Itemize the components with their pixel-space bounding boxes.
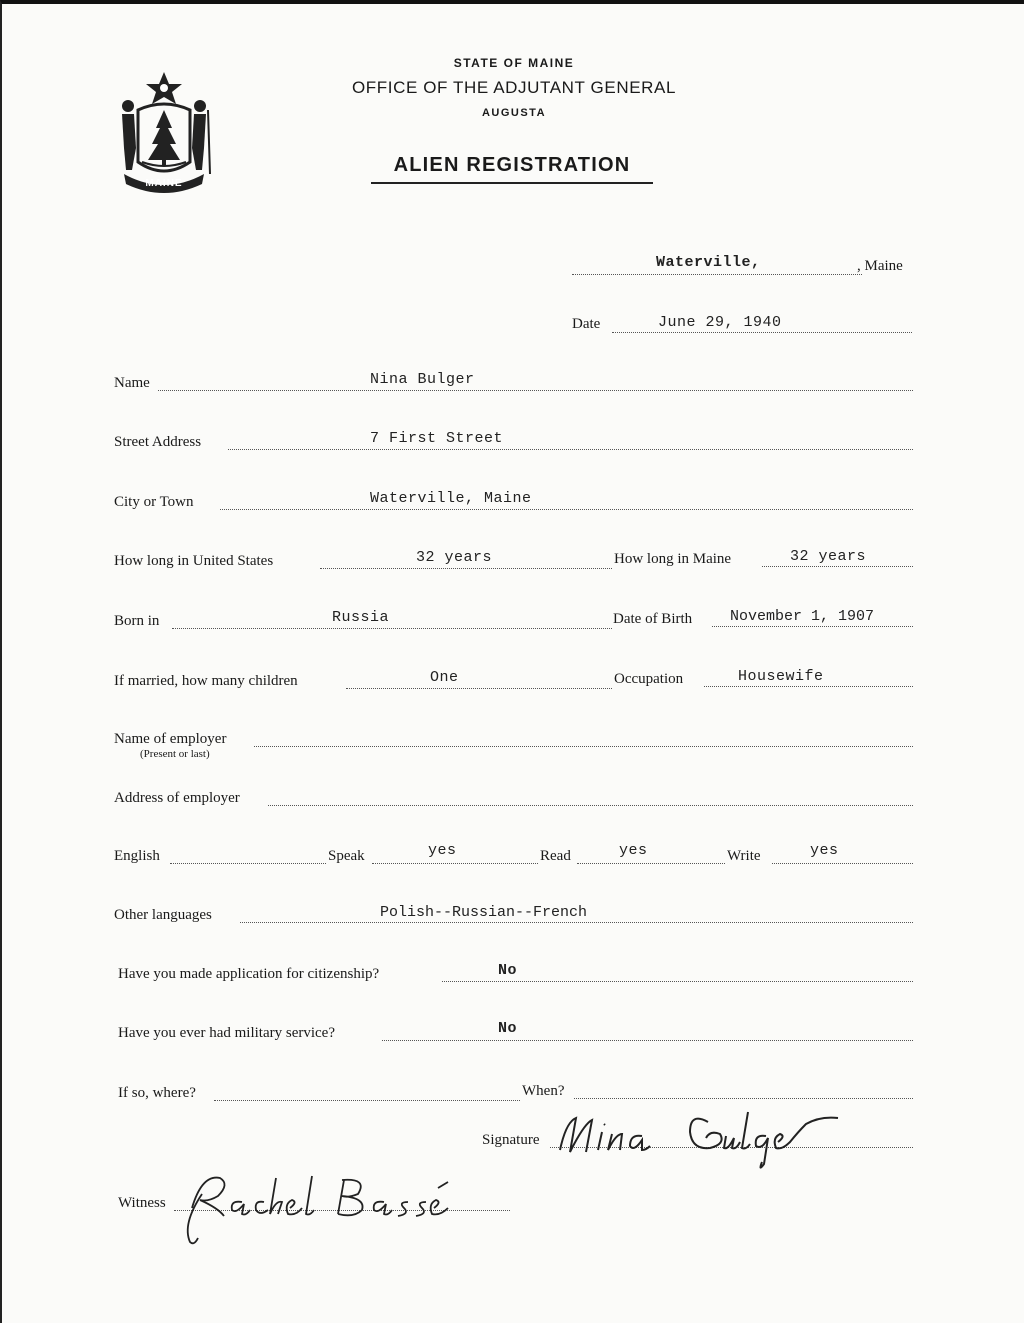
citizenship-label: Have you made application for citizenship? — [118, 966, 380, 982]
military-line — [382, 1040, 913, 1041]
children-line — [346, 688, 612, 689]
born-in-line — [172, 628, 612, 629]
date-label: Date — [572, 316, 601, 332]
signature-label: Signature — [482, 1132, 540, 1148]
children-label: If married, how many children — [114, 673, 298, 689]
city-label: City or Town — [114, 494, 194, 510]
when-line — [574, 1098, 913, 1099]
city-heading: AUGUSTA — [481, 107, 547, 119]
witness-signature-handwriting — [172, 1164, 472, 1249]
citizenship-line — [442, 981, 913, 982]
witness-label: Witness — [118, 1195, 166, 1211]
how-long-maine-label: How long in Maine — [614, 551, 732, 567]
place-value: Waterville, — [656, 254, 761, 271]
name-value: Nina Bulger — [370, 371, 475, 388]
how-long-maine-line — [762, 566, 913, 567]
occupation-label: Occupation — [614, 671, 684, 687]
occupation-line — [704, 686, 913, 687]
place-suffix: , Maine — [857, 258, 903, 274]
employer-label: Name of employer — [114, 731, 227, 747]
speak-value: yes — [428, 842, 457, 859]
how-long-us-value: 32 years — [416, 549, 493, 566]
state-heading: STATE OF MAINE — [453, 56, 575, 70]
city-value: Waterville, Maine — [370, 490, 532, 507]
how-long-us-label: How long in United States — [114, 553, 274, 569]
signature-handwriting — [550, 1102, 850, 1172]
street-line — [228, 449, 913, 450]
write-line — [772, 863, 913, 864]
where-label: If so, where? — [118, 1085, 196, 1101]
write-value: yes — [810, 842, 839, 859]
employer-line — [254, 746, 913, 747]
city-line — [220, 509, 913, 510]
street-value: 7 First Street — [370, 430, 504, 447]
citizenship-value: No — [498, 962, 518, 979]
place-line — [572, 274, 862, 275]
other-languages-line — [240, 922, 913, 923]
english-line — [170, 863, 326, 864]
read-line — [577, 863, 725, 864]
name-line — [158, 390, 913, 391]
dob-value: November 1, 1907 — [730, 608, 875, 625]
when-label: When? — [522, 1083, 565, 1099]
form-title: ALIEN REGISTRATION — [371, 154, 653, 184]
how-long-us-line — [320, 568, 612, 569]
other-languages-value: Polish--Russian--French — [380, 904, 588, 921]
other-languages-label: Other languages — [114, 907, 212, 923]
read-label: Read — [540, 848, 571, 864]
employer-sublabel: (Present or last) — [140, 748, 210, 760]
where-line — [214, 1100, 520, 1101]
dob-line — [712, 626, 913, 627]
occupation-value: Housewife — [738, 668, 824, 685]
read-value: yes — [619, 842, 648, 859]
born-in-value: Russia — [332, 609, 390, 626]
employer-address-label: Address of employer — [114, 790, 240, 806]
seal-banner-text: MAINE — [145, 178, 183, 189]
dob-label: Date of Birth — [613, 611, 693, 627]
children-value: One — [430, 669, 459, 686]
street-label: Street Address — [114, 434, 202, 450]
speak-line — [372, 863, 538, 864]
military-value: No — [498, 1020, 518, 1037]
how-long-maine-value: 32 years — [790, 548, 867, 565]
name-label: Name — [114, 375, 150, 391]
date-value: June 29, 1940 — [658, 314, 782, 331]
speak-label: Speak — [328, 848, 365, 864]
office-heading: OFFICE OF THE ADJUTANT GENERAL — [351, 78, 677, 97]
write-label: Write — [727, 848, 761, 864]
born-in-label: Born in — [114, 613, 160, 629]
military-label: Have you ever had military service? — [118, 1025, 335, 1041]
date-line — [612, 332, 912, 333]
employer-address-line — [268, 805, 913, 806]
english-label: English — [114, 848, 160, 864]
